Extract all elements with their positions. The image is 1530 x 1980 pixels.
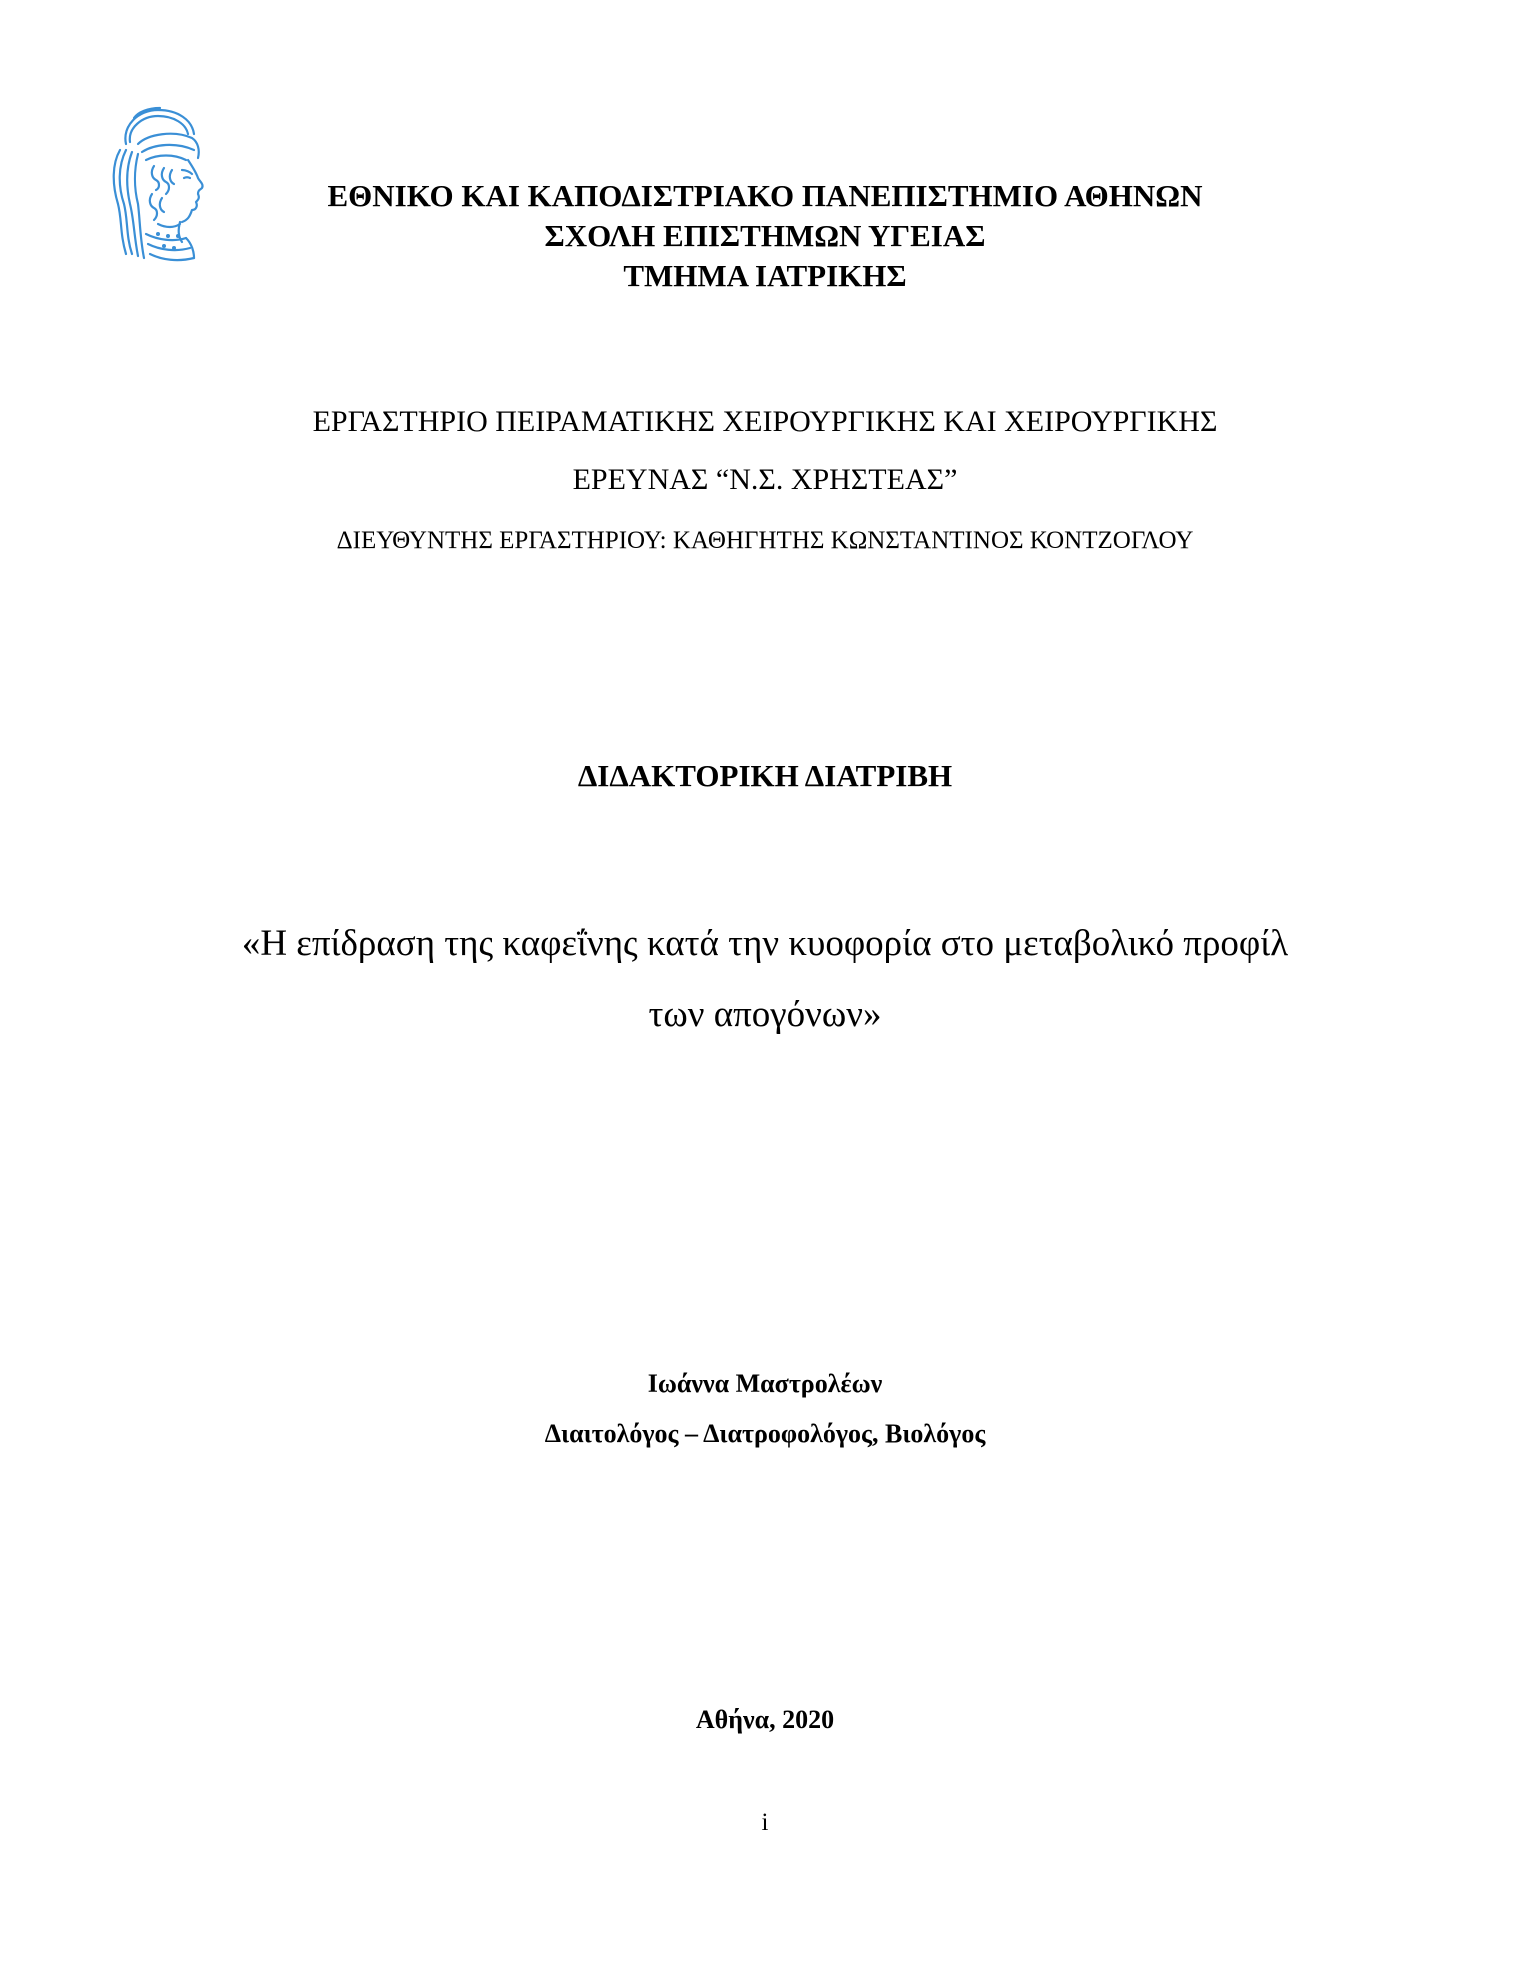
laboratory-name-line1: ΕΡΓΑΣΤΗΡΙΟ ΠΕΙΡΑΜΑΤΙΚΗΣ ΧΕΙΡΟΥΡΓΙΚΗΣ ΚΑΙ ΧΕΙΡΟΥΡΓΙΚΗΣ xyxy=(312,405,1218,438)
author-profession: Διαιτολόγος – Διατροφολόγος, Βιολόγος xyxy=(544,1419,986,1448)
thesis-title-line1: «Η επίδραση της καφεΐνης κατά την κυοφορία στο μεταβολικό προφίλ xyxy=(241,923,1289,964)
department-name: ΤΜΗΜΑ ΙΑΤΡΙΚΗΣ xyxy=(623,258,907,293)
laboratory-name-line2: ΕΡΕΥΝΑΣ “Ν.Σ. ΧΡΗΣΤΕΑΣ” xyxy=(572,463,958,496)
place-date: Αθήνα, 2020 xyxy=(695,1705,835,1734)
university-name: ΕΘΝΙΚΟ ΚΑΙ ΚΑΠΟΔΙΣΤΡΙΑΚΟ ΠΑΝΕΠΙΣΤΗΜΙΟ ΑΘΗΝΩΝ xyxy=(327,178,1203,213)
thesis-title-line2: των απογόνων» xyxy=(648,994,882,1035)
document-type: ΔΙΔΑΚΤΟΡΙΚΗ ΔΙΑΤΡΙΒΗ xyxy=(577,758,953,793)
laboratory-director: ΔΙΕΥΘΥΝΤΗΣ ΕΡΓΑΣΤΗΡΙΟΥ: ΚΑΘΗΓΗΤΗΣ ΚΩΝΣΤΑΝΤΙΝΟΣ ΚΟΝΤΖΟΓΛΟΥ xyxy=(336,527,1194,554)
author-name: Ιωάννα Μαστρολέων xyxy=(647,1369,883,1398)
page-number: i xyxy=(761,1809,769,1836)
school-name: ΣΧΟΛΗ ΕΠΙΣΤΗΜΩΝ ΥΓΕΙΑΣ xyxy=(544,218,986,253)
